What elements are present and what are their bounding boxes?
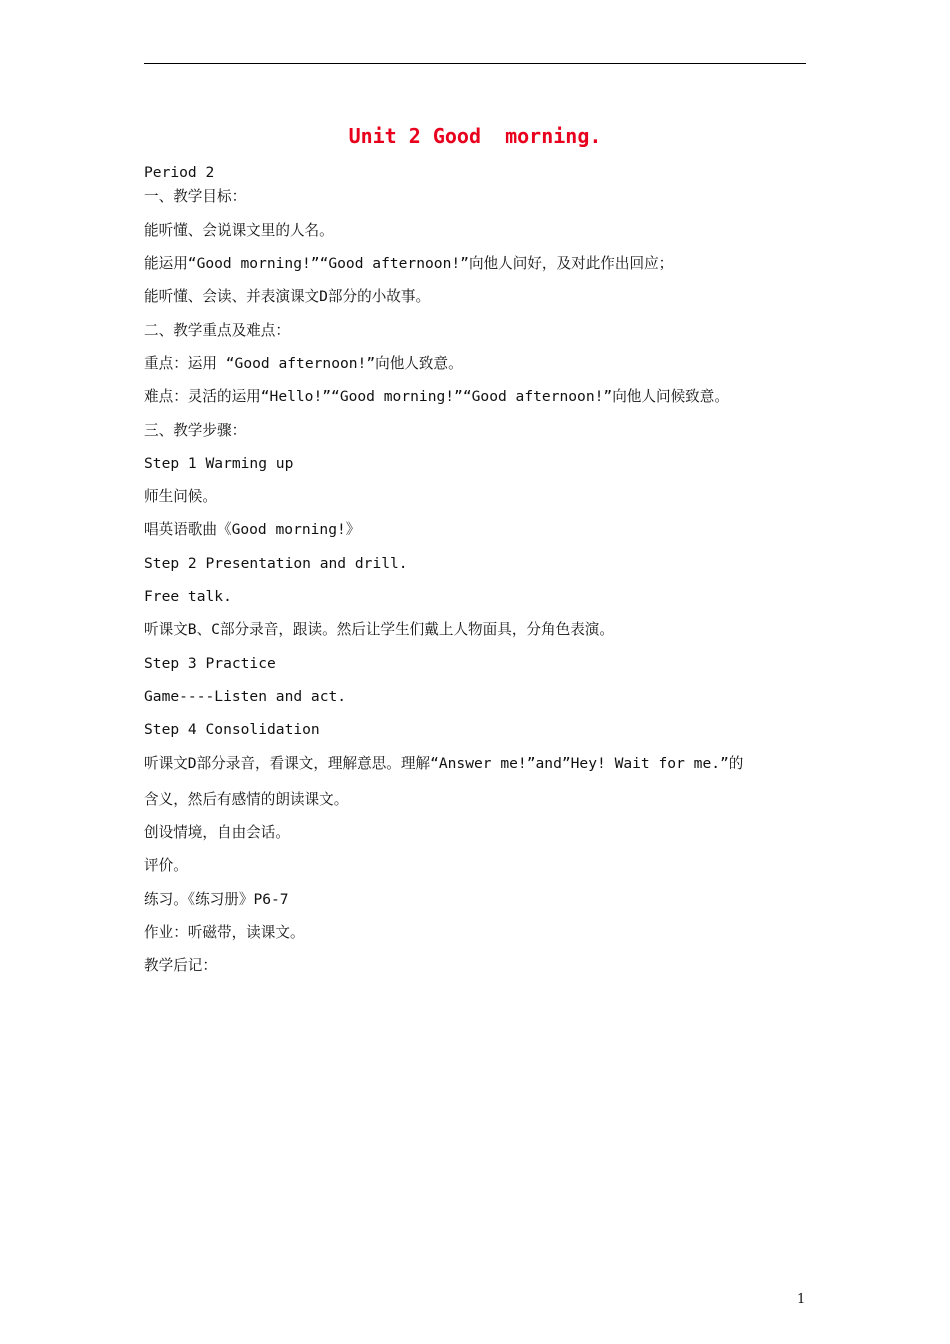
text-line: Step 4 Consolidation	[144, 721, 320, 738]
text-line: 师生问候。	[144, 488, 217, 505]
text-line: Step 2 Presentation and drill.	[144, 555, 408, 572]
text-line: Game----Listen and act.	[144, 688, 347, 705]
text-line: 作业：听磁带，读课文。	[144, 924, 305, 941]
text-line: 重点：运用 “Good afternoon!”向他人致意。	[144, 355, 463, 372]
text-line: Free talk.	[144, 588, 232, 605]
text-line: 难点：灵活的运用“Hello!”“Good morning!”“Good afternoon!”向他人问候致意。	[144, 388, 729, 405]
document-title: Unit 2 Good morning.	[348, 124, 602, 148]
text-line: 练习。《练习册》P6-7	[144, 891, 289, 908]
text-line: 创设情境，自由会话。	[144, 824, 290, 841]
text-line: 二、教学重点及难点：	[144, 322, 290, 339]
text-line: 唱英语歌曲《Good morning!》	[144, 521, 361, 538]
header-rule	[144, 63, 806, 64]
page-number: 1	[797, 1292, 806, 1307]
text-line: Period 2	[144, 164, 215, 181]
text-line: 含义，然后有感情的朗读课文。	[144, 791, 349, 808]
text-line: 评价。	[144, 857, 188, 874]
text-line: 三、教学步骤：	[144, 422, 247, 439]
text-line: 一、教学目标：	[144, 188, 247, 205]
text-line: 能听懂、会说课文里的人名。	[144, 222, 334, 239]
text-line: 教学后记：	[144, 957, 217, 974]
text-line: 能听懂、会读、并表演课文D部分的小故事。	[144, 288, 431, 305]
text-line: Step 1 Warming up	[144, 455, 294, 472]
text-line: Step 3 Practice	[144, 655, 276, 672]
text-line: 听课文D部分录音，看课文，理解意思。理解“Answer me!”and”Hey! Wait for me.”的	[144, 755, 744, 772]
text-line: 能运用“Good morning!”“Good afternoon!”向他人问好，及对此作出回应；	[144, 255, 674, 272]
text-line: 听课文B、C部分录音，跟读。然后让学生们戴上人物面具，分角色表演。	[144, 621, 614, 638]
